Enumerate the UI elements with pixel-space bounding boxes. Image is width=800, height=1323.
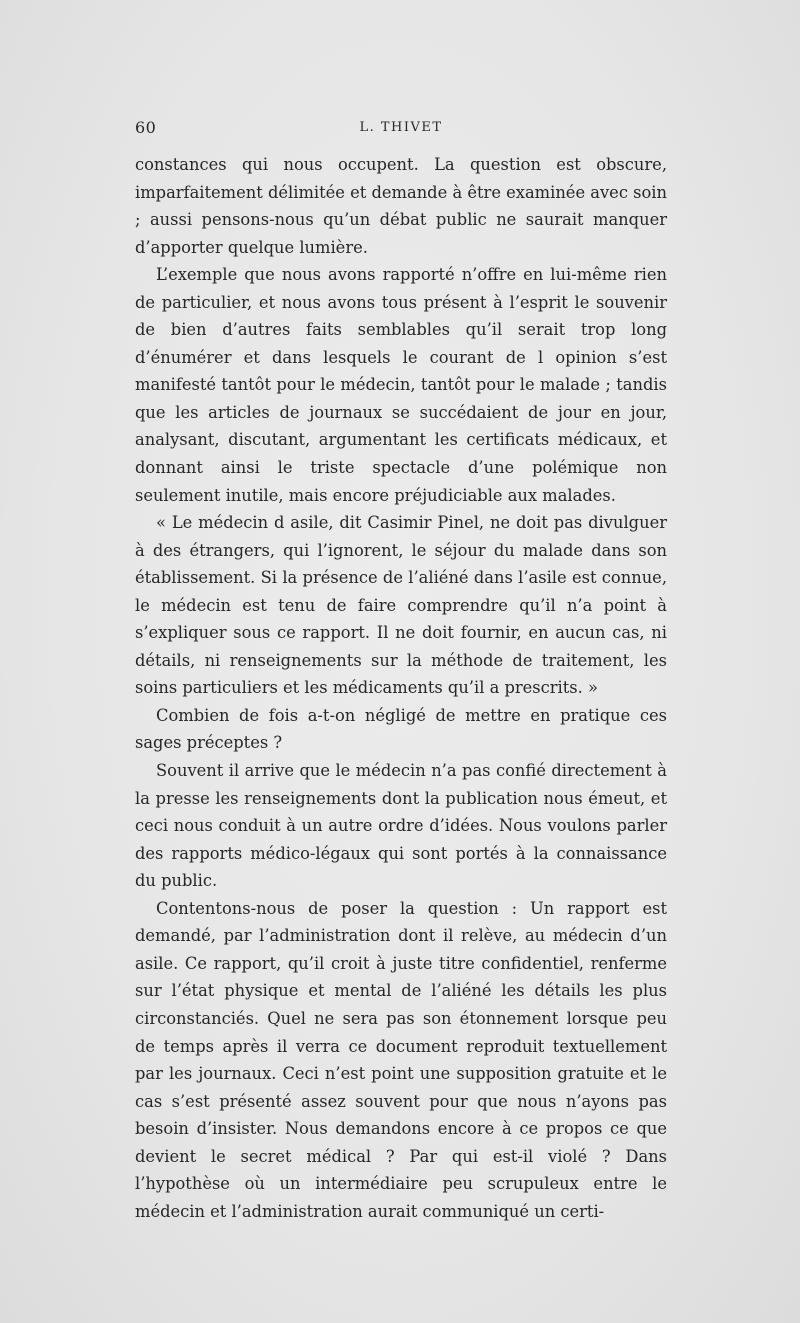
paragraph: Contentons-nous de poser la question : Un rapport est demandé, par l’administration dont il relève, au médecin d’un asile. Ce rapport, qu’il croit à juste titre confidentiel, renferme sur l’état physique et mental de l’aliéné les détails les plus circonstanciés. Quel ne sera pas son étonnement lorsque peu de temps après il verra ce document reproduit textuellement par les journaux. Ceci n’est point une supposition gratuite et le cas s’est présenté assez souvent pour que nous n’ayons pas besoin d’insister. Nous demandons encore à ce propos ce que devient le secret médical ? Par qui est-il violé ? Dans l’hypothèse où un intermédiaire peu scrupuleux entre le médecin et l’administration aurait communiqué un certi- <box>135 898 667 1221</box>
running-title: L. THIVET <box>359 120 443 135</box>
paragraph: L’exemple que nous avons rapporté n’offre en lui-même rien de particulier, et nous avons tous présent à l’esprit le souvenir de bien d’autres faits semblables qu’il serait trop long d’énumérer et dans lesquels le courant de l opinion s’est manifesté tantôt pour le médecin, tantôt pour le malade ; tandis que les articles de journaux se succédaient de jour en jour, analysant, discutant, argumentant les certificats médicaux, et donnant ainsi le triste spectacle d’une polémique non seulement inutile, mais encore préjudiciable aux malades. <box>135 265 667 505</box>
running-head <box>135 118 667 142</box>
body-text <box>135 151 667 1225</box>
paragraph: Souvent il arrive que le médecin n’a pas confié directement à la presse les renseignements dont la publication nous émeut, et ceci nous conduit à un autre ordre d’idées. Nous voulons parler des rapports médico-légaux qui sont portés à la connaissance du public. <box>135 761 667 891</box>
paragraph: Combien de fois a-t-on négligé de mettre en pratique ces sages préceptes ? <box>135 705 667 753</box>
page-number: 60 <box>135 118 157 137</box>
paragraph: constances qui nous occupent. La question est obscure, imparfaitement délimitée et demande à être examinée avec soin ; aussi pensons-nous qu’un débat public ne saurait manquer d’apporter quelque lumière. <box>135 155 667 257</box>
paragraph: « Le médecin d asile, dit Casimir Pinel, ne doit pas divulguer à des étrangers, qui l’ignorent, le séjour du malade dans son établissement. Si la présence de l’aliéné dans l’asile est connue, le médecin est tenu de faire comprendre qu’il n’a point à s’expliquer sous ce rapport. Il ne doit fournir, en aucun cas, ni détails, ni renseignements sur la méthode de traitement, les soins particuliers et les médicaments qu’il a prescrits. » <box>135 513 667 698</box>
